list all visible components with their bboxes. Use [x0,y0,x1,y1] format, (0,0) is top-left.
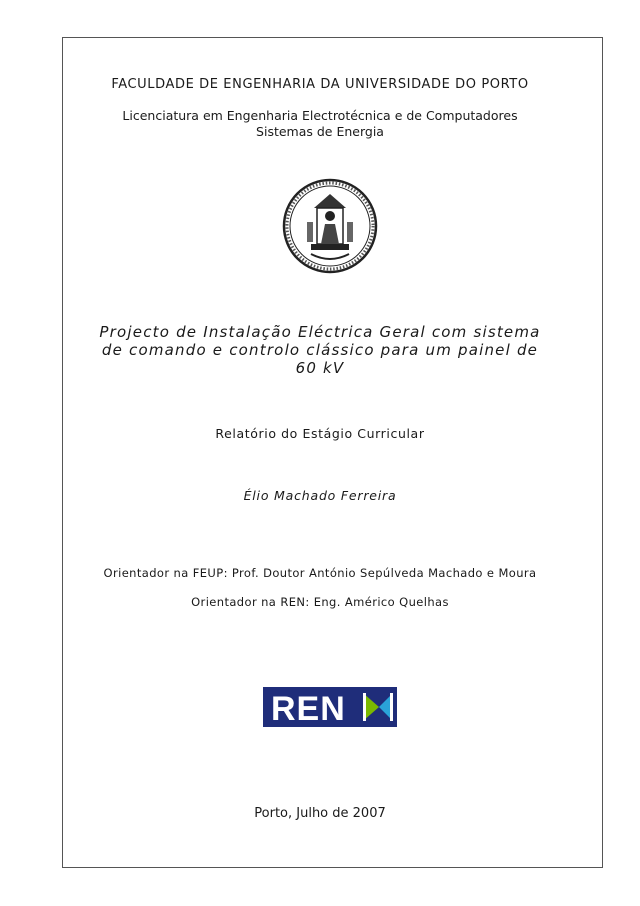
report-type: Relatório do Estágio Curricular [215,426,425,441]
faculty-name: FACULDADE DE ENGENHARIA DA UNIVERSIDADE DO PORTO [111,77,529,92]
degree-block [0,108,640,140]
page-border [62,37,603,868]
title-line: de comando e controlo clássico para um painel de [101,341,539,359]
specialization: Sistemas de Energia [256,124,384,139]
thesis-title [0,323,640,377]
degree-name: Licenciatura em Engenharia Electrotécnica e de Computadores [122,108,518,123]
ren-logo [263,687,397,727]
author-name: Élio Machado Ferreira [243,488,397,503]
university-seal-icon [281,178,379,274]
place-and-date: Porto, Julho de 2007 [254,806,386,821]
svg-text:REN: REN [271,690,346,727]
title-line: Projecto de Instalação Eléctrica Geral com sistema [99,323,541,341]
title-line: 60 kV [295,359,345,377]
advisor-ren: Orientador na REN: Eng. Américo Quelhas [191,595,449,609]
advisor-feup: Orientador na FEUP: Prof. Doutor António Sepúlveda Machado e Moura [103,566,537,580]
